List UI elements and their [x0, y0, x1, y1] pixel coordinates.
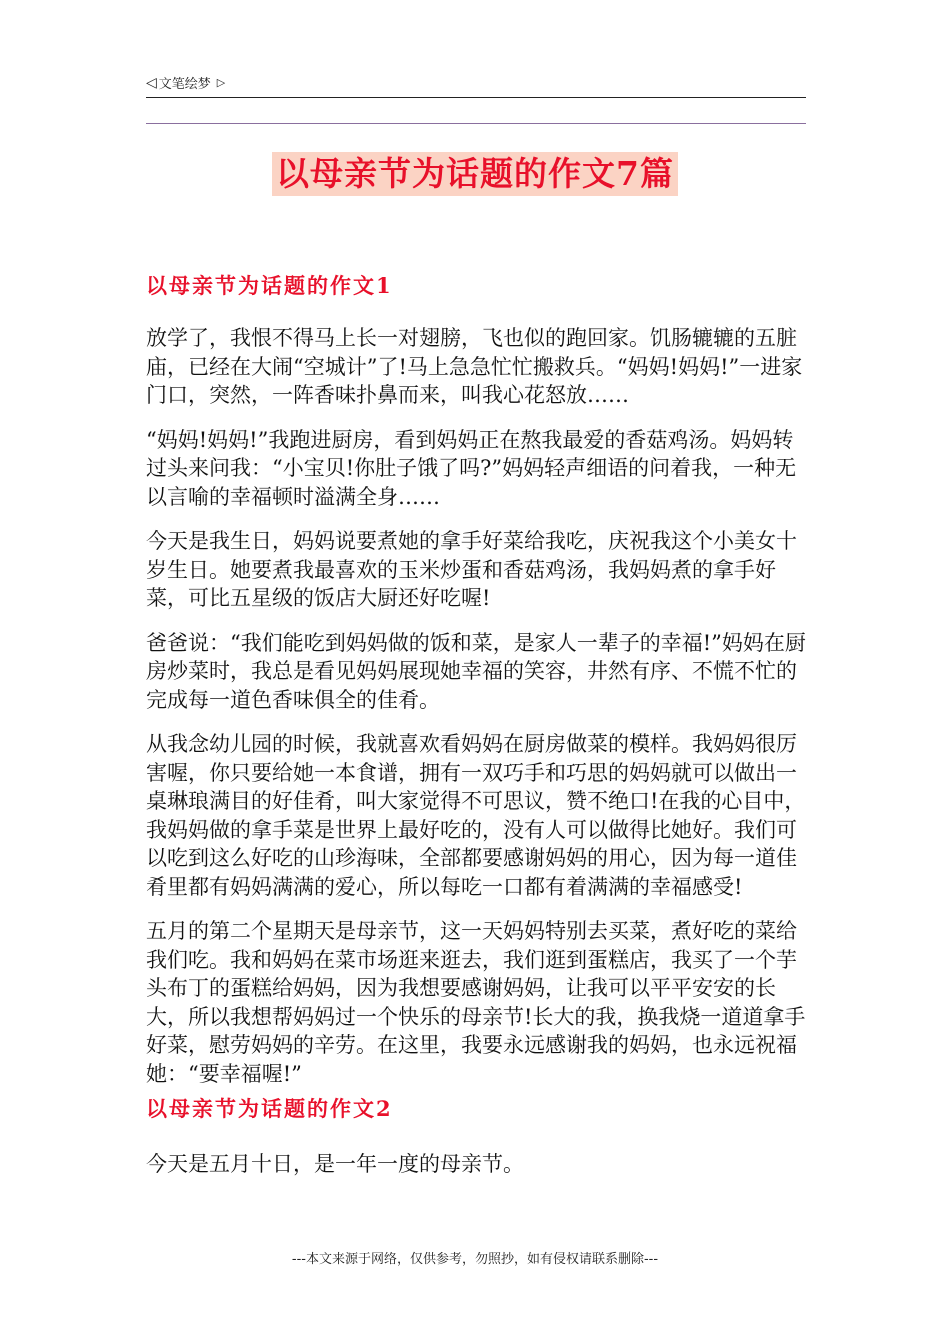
triangle-right-icon: ▷	[216, 76, 226, 89]
paragraph: 今天是五月十日，是一年一度的母亲节。	[146, 1152, 524, 1176]
paragraph: 今天是我生日，妈妈说要煮她的拿手好菜给我吃，庆祝我这个小美女十岁生日。她要煮我最喜欢的玉米炒蛋和香菇鸡汤，我妈妈煮的拿手好菜，可比五星级的饭店大厨还好吃喔!	[146, 529, 797, 610]
paragraph: 从我念幼儿园的时候，我就喜欢看妈妈在厨房做菜的模样。我妈妈很厉害喔，你只要给她一本食谱，拥有一双巧手和巧思的妈妈就可以做出一桌琳琅满目的好佳肴，叫大家觉得不可思议，赞不绝口!在我的心目中，我妈妈做的拿手菜是世界上最好吃的，没有人可以做得比她好。我们可以吃到这么好吃的山珍海味，全部都要感谢妈妈的用心，因为每一道佳肴里都有妈妈满满的爱心，所以每吃一口都有着满满的幸福感受!	[146, 732, 806, 899]
section-heading-1: 以母亲节为话题的作文1	[146, 273, 393, 298]
triangle-left-icon: ◁	[146, 74, 157, 91]
page-header	[146, 73, 806, 98]
section-2-body	[146, 1150, 814, 1195]
section-heading-2: 以母亲节为话题的作文2	[146, 1096, 393, 1121]
footer-notice: ---本文来源于网络，仅供参考，勿照抄，如有侵权请联系删除---	[291, 1252, 659, 1267]
header-divider	[146, 123, 806, 124]
title-container	[0, 152, 950, 196]
document-title: 以母亲节为话题的作文7篇	[272, 152, 678, 196]
paragraph: 放学了，我恨不得马上长一对翅膀，飞也似的跑回家。饥肠辘辘的五脏庙，已经在大闹“空城计”了!马上急急忙忙搬救兵。“妈妈!妈妈!”一进家门口，突然，一阵香味扑鼻而来，叫我心花怒放……	[146, 326, 803, 407]
section-1-body	[146, 324, 814, 1104]
paragraph: 五月的第二个星期天是母亲节，这一天妈妈特别去买菜，煮好吃的菜给我们吃。我和妈妈在菜市场逛来逛去，我们逛到蛋糕店，我买了一个芋头布丁的蛋糕给妈妈，因为我想要感谢妈妈，让我可以平平安安的长大，所以我想帮妈妈过一个快乐的母亲节!长大的我，换我烧一道道拿手好菜，慰劳妈妈的辛劳。在这里，我要永远感谢我的妈妈，也永远祝福她：“要幸福喔!”	[146, 919, 806, 1086]
brand-name: 文笔绘梦	[158, 77, 211, 92]
paragraph: 爸爸说：“我们能吃到妈妈做的饭和菜，是家人一辈子的幸福!”妈妈在厨房炒菜时，我总是看见妈妈展现她幸福的笑容，井然有序、不慌不忙的完成每一道色香味俱全的佳肴。	[146, 630, 806, 712]
paragraph: “妈妈!妈妈!”我跑进厨房，看到妈妈正在熬我最爱的香菇鸡汤。妈妈转过头来问我：“小宝贝!你肚子饿了吗?”妈妈轻声细语的问着我，一种无以言喻的幸福顿时溢满全身……	[146, 427, 797, 509]
